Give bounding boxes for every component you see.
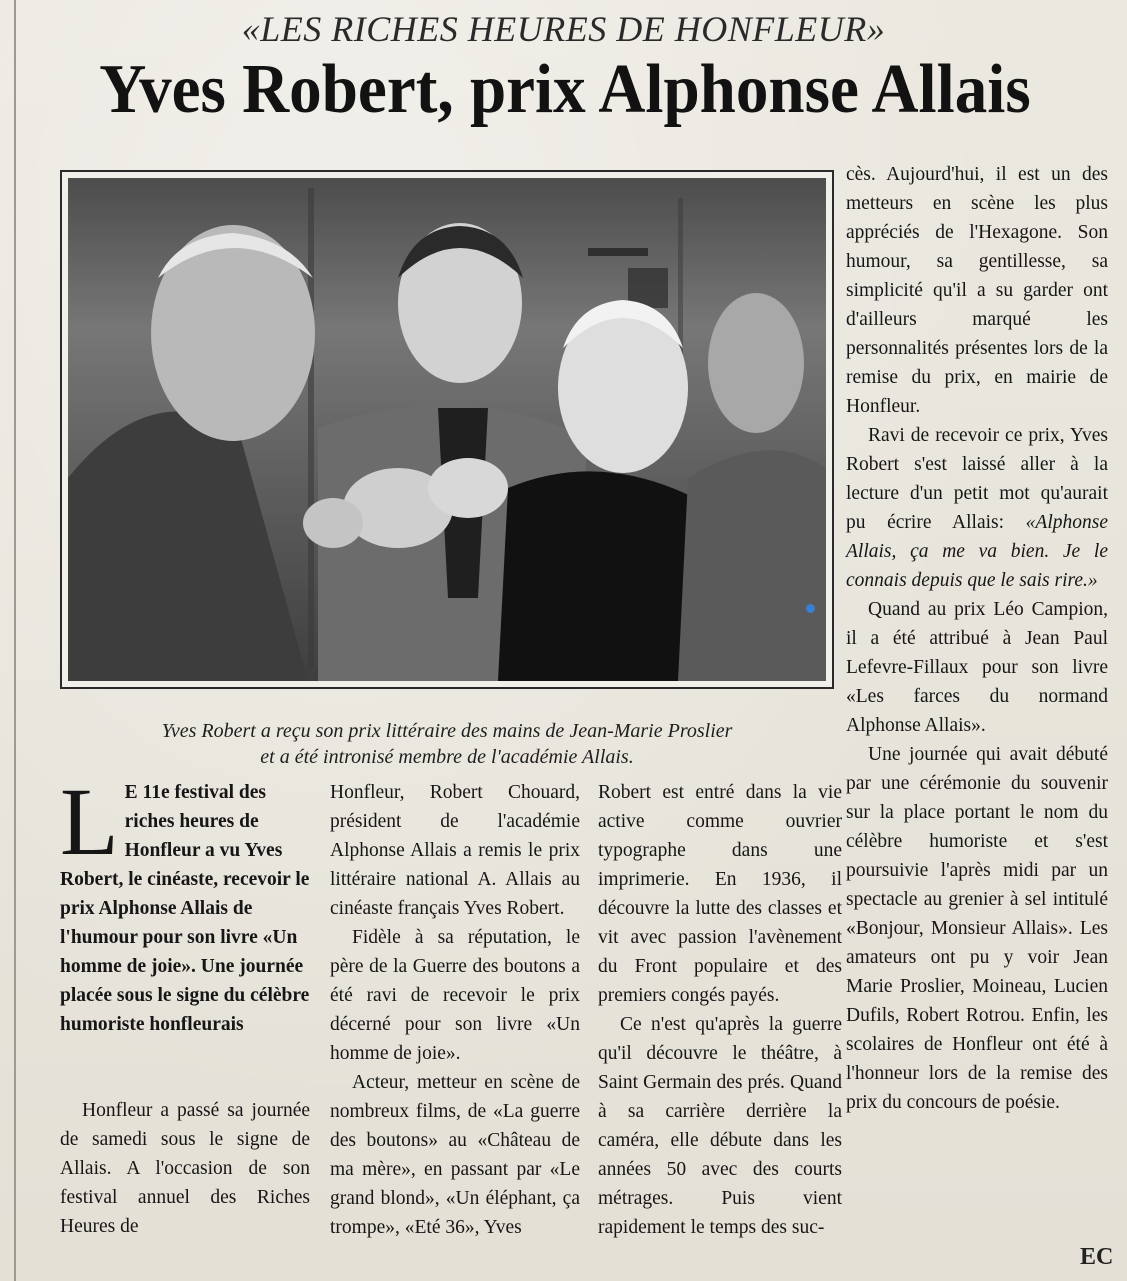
caption-line-2: et a été intronisé membre de l'académie Allais. [260, 746, 634, 768]
scan-artifact-dot [806, 604, 815, 613]
lead-paragraph [60, 768, 310, 1039]
photo-caption [60, 718, 834, 770]
paragraph: Fidèle à sa réputation, le père de la Guerre des boutons a été ravi de recevoir le prix décerné pour son livre «Un homme de joie». [330, 927, 580, 1064]
spacer [60, 1039, 310, 1096]
photo-illustration [68, 178, 826, 681]
paragraph: Robert est entré dans la vie active comme ouvrier typographe dans une imprimerie. En 1936, il découvre la lutte des classes et vit avec passion l'avènement du Front populaire et des premiers congés payés. [598, 782, 842, 1006]
paragraph: Une journée qui avait débuté par une cérémonie du souvenir sur la place portant le nom du célèbre humoriste et s'est poursuivie l'après midi par un spectacle au grenier à sel intitulé «Bonjour, Monsieur Allais». Les amateurs ont pu y voir Jean Marie Proslier, Moineau, Lucien Dufils, Robert Rotrou. Enfin, les scolaires de Honfleur ont été à l'honneur lors de la remise des prix du concours de poésie. [846, 744, 1108, 1113]
photo-frame [60, 170, 834, 689]
paragraph [846, 421, 1108, 595]
drop-cap: L [60, 768, 119, 875]
article-column-1 [60, 768, 310, 1241]
column-rule [14, 0, 16, 1281]
page-fragment-mark: EC [1080, 1244, 1114, 1270]
quote: «Alphonse Allais, ça me va bien. Je le connais depuis que le sais rire.» [846, 512, 1108, 591]
paragraph: Ce n'est qu'après la guerre qu'il découvre le théâtre, à Saint Germain des prés. Quand à sa carrière derrière la caméra, elle débute dans les années 50 avec des courts métrages. Puis vient rapidement le temps des suc- [598, 1014, 842, 1238]
news-photo-icon [68, 178, 826, 681]
kicker: «LES RICHES HEURES DE HONFLEUR» [241, 9, 886, 49]
paragraph: Honfleur, Robert Chouard, président de l'académie Alphonse Allais a remis le prix littéraire national A. Allais au cinéaste français Yves Robert. [330, 782, 580, 919]
paragraph: cès. Aujourd'hui, il est un des metteurs en scène les plus appréciés de l'Hexagone. Son humour, sa gentillesse, sa simplicité qu'il a su garder ont d'ailleurs marqué les personnalités présentes lors de la remise du prix, en mairie de Honfleur. [846, 164, 1108, 417]
caption-line-1: Yves Robert a reçu son prix littéraire des mains de Jean-Marie Proslier [161, 720, 733, 742]
lead-text: E 11e festival des riches heures de Honfleur a vu Yves Robert, le cinéaste, recevoir le prix Alphonse Allais de l'humour pour son livre «Un homme de joie». Une journée placée sous le signe du célèbre humoriste honfleurais [60, 782, 310, 1035]
article-column-3 [598, 778, 842, 1242]
paragraph: Quand au prix Léo Campion, il a été attribué à Jean Paul Lefevre-Fillaux pour son livre «Les farces du normand Alphonse Allais». [846, 599, 1108, 736]
headline: Yves Robert, prix Alphonse Allais [99, 51, 1031, 128]
paragraph: Honfleur a passé sa journée de samedi sous le signe de Allais. A l'occasion de son festival annuel des Riches Heures de [60, 1100, 310, 1237]
paragraph-text: Ravi de recevoir ce prix, Yves Robert s'est laissé aller à la lecture d'un petit mot qu'aurait pu écrire Allais: [846, 425, 1108, 533]
article-column-right [846, 160, 1108, 1117]
article-column-2 [330, 778, 580, 1242]
paragraph: Acteur, metteur en scène de nombreux films, de «La guerre des boutons» au «Château de ma mère», en passant par «Le grand blond», «Un éléphant, ça trompe», «Eté 36», Yves [330, 1072, 580, 1238]
